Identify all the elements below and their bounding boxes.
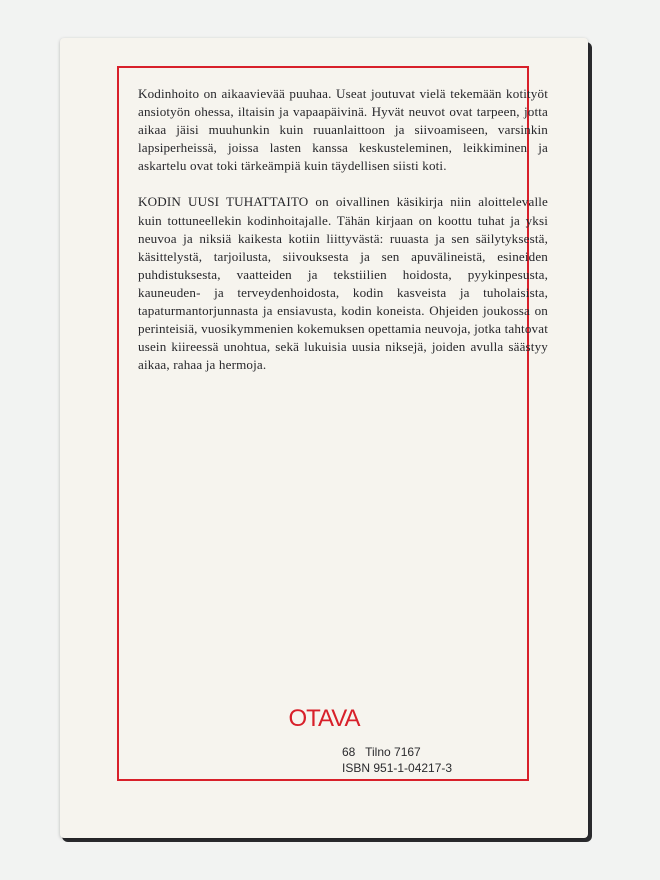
publication-info (342, 744, 452, 776)
isbn: ISBN 951-1-04217-3 (342, 761, 453, 775)
blurb-paragraph-2: KODIN UUSI TUHATTAITO on oivallinen käsikirja niin aloittelevalle kuin tottuneellekin kodinhoitajalle. Tähän kirjaan on koottu tuhat ja yksi neuvoa ja niksiä kaikesta kotiin liittyvästä: ruuasta ja sen säilytyksestä, käsittelystä, tarjoilusta, siivouksesta ja sen apuvälineistä, esineiden puhdistuksesta, vaatteiden ja tekstiilien hoidosta, pyykinpesusta, kauneuden- ja terveydenhoidosta, kodin kasveista ja tuholaisista, tapaturmantorjunnasta ja ensiavusta, kodin koneista. Ohjeiden joukossa on perinteisiä, vuosikymmenien kokemuksen opettamia neuvoja, jotka tahtovat usein kiireessä unohtua, sekä lukuisia uusia niksejä, joiden avulla säästyy aikaa, rahaa ja hermoja. (138, 194, 548, 373)
publisher-logo: OTAVA (288, 705, 360, 732)
blurb-text (138, 85, 548, 374)
book-back-cover (60, 38, 588, 838)
blurb-paragraph-1: Kodinhoito on aikaavievää puuhaa. Useat joutuvat vielä tekemään kotityöt ansiotyön ohessa, iltaisin ja vapaapäivinä. Hyvät neuvot ovat tarpeen, jotta aikaa jäisi muuhunkin kuin ruuanlaittoon ja siivoamiseen, varsinkin lapsiperheissä, joissa lasten kanssa keskusteleminen, leikkiminen ja askartelu ovat toki tärkeämpiä kuin täydellisen siisti koti. (138, 86, 548, 174)
catalog-number: 68 Tilno 7167 (342, 745, 421, 759)
